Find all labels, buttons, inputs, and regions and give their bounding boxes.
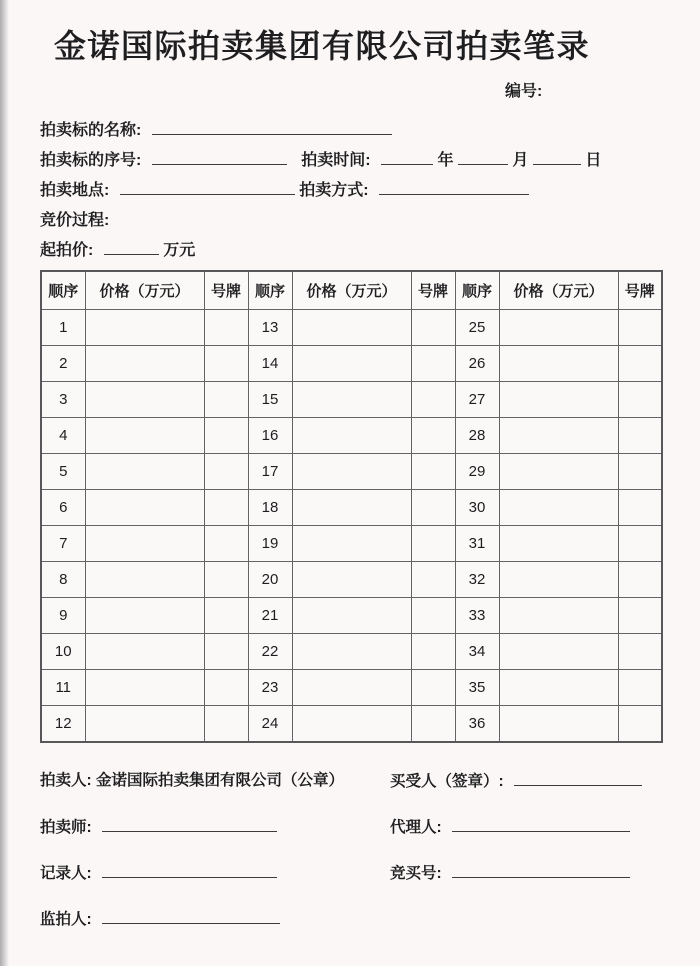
paddle-cell (618, 562, 662, 598)
bid-table-body (41, 310, 662, 743)
lot-serial-label: 拍卖标的序号: (40, 152, 142, 169)
start-price-blank (104, 240, 159, 255)
price-cell (499, 454, 618, 490)
buyer-line (390, 771, 660, 792)
table-row (41, 634, 662, 670)
order-header: 顺序 (41, 271, 85, 310)
auctioneer-value: 金诺国际拍卖集团有限公司（公章） (95, 772, 344, 789)
paddle-cell (204, 418, 248, 454)
paddle-header: 号牌 (411, 271, 455, 310)
scan-edge-shadow (0, 0, 9, 966)
agent-line (390, 817, 660, 838)
price-cell (85, 418, 204, 454)
paddle-cell (618, 706, 662, 743)
paddle-cell (411, 598, 455, 634)
page-title: 金诺国际拍卖集团有限公司拍卖笔录 (53, 28, 590, 64)
table-row (41, 454, 662, 490)
lot-name-blank (152, 120, 392, 135)
auction-year-blank (381, 150, 433, 165)
order-cell: 19 (248, 526, 292, 562)
order-cell: 35 (455, 670, 499, 706)
table-header-row (41, 271, 662, 310)
price-cell (499, 598, 618, 634)
paddle-cell (618, 670, 662, 706)
paddle-cell (204, 598, 248, 634)
paddle-cell (204, 670, 248, 706)
lot-name-label: 拍卖标的名称: (40, 122, 142, 139)
recorder-line (40, 863, 390, 884)
field-lot-name (40, 117, 700, 139)
price-cell (85, 526, 204, 562)
recorder-blank (102, 863, 277, 878)
price-cell (292, 634, 411, 670)
field-bidding-process (40, 207, 700, 229)
order-cell: 6 (41, 490, 85, 526)
auction-time-label: 拍卖时间: (301, 152, 371, 169)
paddle-cell (204, 490, 248, 526)
paddle-cell (618, 310, 662, 346)
bidding-process-label: 竞价过程: (40, 212, 110, 229)
order-cell: 8 (41, 562, 85, 598)
supervisor-blank (102, 909, 280, 924)
auction-master-line (40, 817, 390, 838)
order-cell: 14 (248, 346, 292, 382)
price-header: 价格（万元） (292, 271, 411, 310)
paddle-cell (618, 598, 662, 634)
document-number-line (0, 78, 700, 101)
price-cell (499, 526, 618, 562)
table-row (41, 490, 662, 526)
price-cell (499, 706, 618, 743)
price-header: 价格（万元） (85, 271, 204, 310)
table-row (41, 310, 662, 346)
order-cell: 11 (41, 670, 85, 706)
paddle-cell (204, 346, 248, 382)
price-cell (499, 562, 618, 598)
order-cell: 30 (455, 490, 499, 526)
month-label: 月 (512, 152, 529, 169)
paddle-cell (204, 382, 248, 418)
buyer-label: 买受人（签章）: (390, 773, 504, 790)
price-cell (85, 490, 204, 526)
order-header: 顺序 (248, 271, 292, 310)
bid-record-table (40, 270, 663, 743)
paddle-header: 号牌 (618, 271, 662, 310)
order-cell: 17 (248, 454, 292, 490)
paddle-cell (204, 310, 248, 346)
start-price-unit: 万元 (163, 242, 196, 259)
order-header: 顺序 (455, 271, 499, 310)
order-cell: 9 (41, 598, 85, 634)
price-cell (499, 670, 618, 706)
bidder-number-label: 竞买号: (390, 865, 442, 882)
price-cell (292, 526, 411, 562)
auctioneer-label: 拍卖人: (40, 772, 92, 789)
price-cell (499, 418, 618, 454)
order-cell: 23 (248, 670, 292, 706)
price-cell (85, 706, 204, 743)
order-cell: 15 (248, 382, 292, 418)
price-cell (85, 670, 204, 706)
order-cell: 29 (455, 454, 499, 490)
paddle-cell (618, 346, 662, 382)
order-cell: 13 (248, 310, 292, 346)
order-cell: 25 (455, 310, 499, 346)
paddle-cell (204, 454, 248, 490)
auction-master-label: 拍卖师: (40, 819, 92, 836)
bidder-number-line (390, 863, 660, 884)
auction-month-blank (458, 150, 508, 165)
auction-day-blank (533, 150, 581, 165)
price-cell (292, 310, 411, 346)
price-cell (292, 418, 411, 454)
price-cell (499, 634, 618, 670)
paddle-cell (204, 706, 248, 743)
empty-cell (390, 909, 660, 930)
order-cell: 20 (248, 562, 292, 598)
auction-location-blank (120, 180, 295, 195)
table-row (41, 706, 662, 743)
paddle-cell (411, 634, 455, 670)
order-cell: 33 (455, 598, 499, 634)
order-cell: 16 (248, 418, 292, 454)
paddle-cell (618, 382, 662, 418)
order-cell: 22 (248, 634, 292, 670)
order-cell: 7 (41, 526, 85, 562)
supervisor-label: 监拍人: (40, 911, 92, 928)
price-cell (292, 454, 411, 490)
auction-master-blank (102, 817, 277, 832)
order-cell: 3 (41, 382, 85, 418)
price-cell (292, 562, 411, 598)
table-row (41, 418, 662, 454)
table-row (41, 346, 662, 382)
order-cell: 4 (41, 418, 85, 454)
order-cell: 10 (41, 634, 85, 670)
auction-method-label: 拍卖方式: (299, 182, 369, 199)
price-cell (85, 598, 204, 634)
order-cell: 21 (248, 598, 292, 634)
price-cell (499, 490, 618, 526)
auction-location-label: 拍卖地点: (40, 182, 110, 199)
order-cell: 24 (248, 706, 292, 743)
year-label: 年 (437, 152, 454, 169)
order-cell: 12 (41, 706, 85, 743)
order-cell: 36 (455, 706, 499, 743)
paddle-cell (204, 562, 248, 598)
paddle-cell (411, 490, 455, 526)
document-number-label: 编号: (505, 83, 543, 100)
paddle-cell (204, 634, 248, 670)
order-cell: 26 (455, 346, 499, 382)
table-row (41, 598, 662, 634)
supervisor-line (40, 909, 390, 930)
paddle-cell (618, 418, 662, 454)
paddle-cell (411, 526, 455, 562)
price-cell (499, 310, 618, 346)
paddle-cell (618, 526, 662, 562)
field-lot-serial-and-time (40, 147, 700, 169)
paddle-cell (618, 490, 662, 526)
start-price-label: 起拍价: (40, 242, 94, 259)
paddle-cell (618, 634, 662, 670)
order-cell: 2 (41, 346, 85, 382)
paddle-cell (411, 382, 455, 418)
price-header: 价格（万元） (499, 271, 618, 310)
price-cell (292, 598, 411, 634)
price-cell (85, 346, 204, 382)
auctioneer-line (40, 771, 390, 792)
info-fields (40, 117, 700, 259)
price-cell (499, 382, 618, 418)
paddle-cell (411, 706, 455, 743)
bidder-number-blank (452, 863, 630, 878)
paddle-cell (411, 670, 455, 706)
paddle-cell (411, 346, 455, 382)
field-location-and-method (40, 177, 700, 199)
paddle-header: 号牌 (204, 271, 248, 310)
paddle-cell (618, 454, 662, 490)
paddle-cell (411, 418, 455, 454)
paddle-cell (411, 310, 455, 346)
order-cell: 27 (455, 382, 499, 418)
agent-blank (452, 817, 630, 832)
price-cell (292, 346, 411, 382)
table-row (41, 562, 662, 598)
price-cell (292, 706, 411, 743)
agent-label: 代理人: (390, 819, 442, 836)
order-cell: 31 (455, 526, 499, 562)
recorder-label: 记录人: (40, 865, 92, 882)
order-cell: 34 (455, 634, 499, 670)
order-cell: 18 (248, 490, 292, 526)
price-cell (292, 490, 411, 526)
table-row (41, 670, 662, 706)
order-cell: 1 (41, 310, 85, 346)
price-cell (292, 670, 411, 706)
table-row (41, 382, 662, 418)
price-cell (85, 310, 204, 346)
order-cell: 32 (455, 562, 499, 598)
paddle-cell (204, 526, 248, 562)
price-cell (85, 382, 204, 418)
table-row (41, 526, 662, 562)
buyer-blank (514, 771, 642, 786)
paddle-cell (411, 562, 455, 598)
day-label: 日 (585, 152, 602, 169)
price-cell (499, 346, 618, 382)
price-cell (85, 634, 204, 670)
order-cell: 28 (455, 418, 499, 454)
price-cell (85, 454, 204, 490)
order-cell: 5 (41, 454, 85, 490)
price-cell (85, 562, 204, 598)
signature-section (40, 771, 700, 930)
paddle-cell (411, 454, 455, 490)
lot-serial-blank (152, 150, 287, 165)
price-cell (292, 382, 411, 418)
field-start-price (40, 237, 700, 259)
auction-method-blank (379, 180, 529, 195)
